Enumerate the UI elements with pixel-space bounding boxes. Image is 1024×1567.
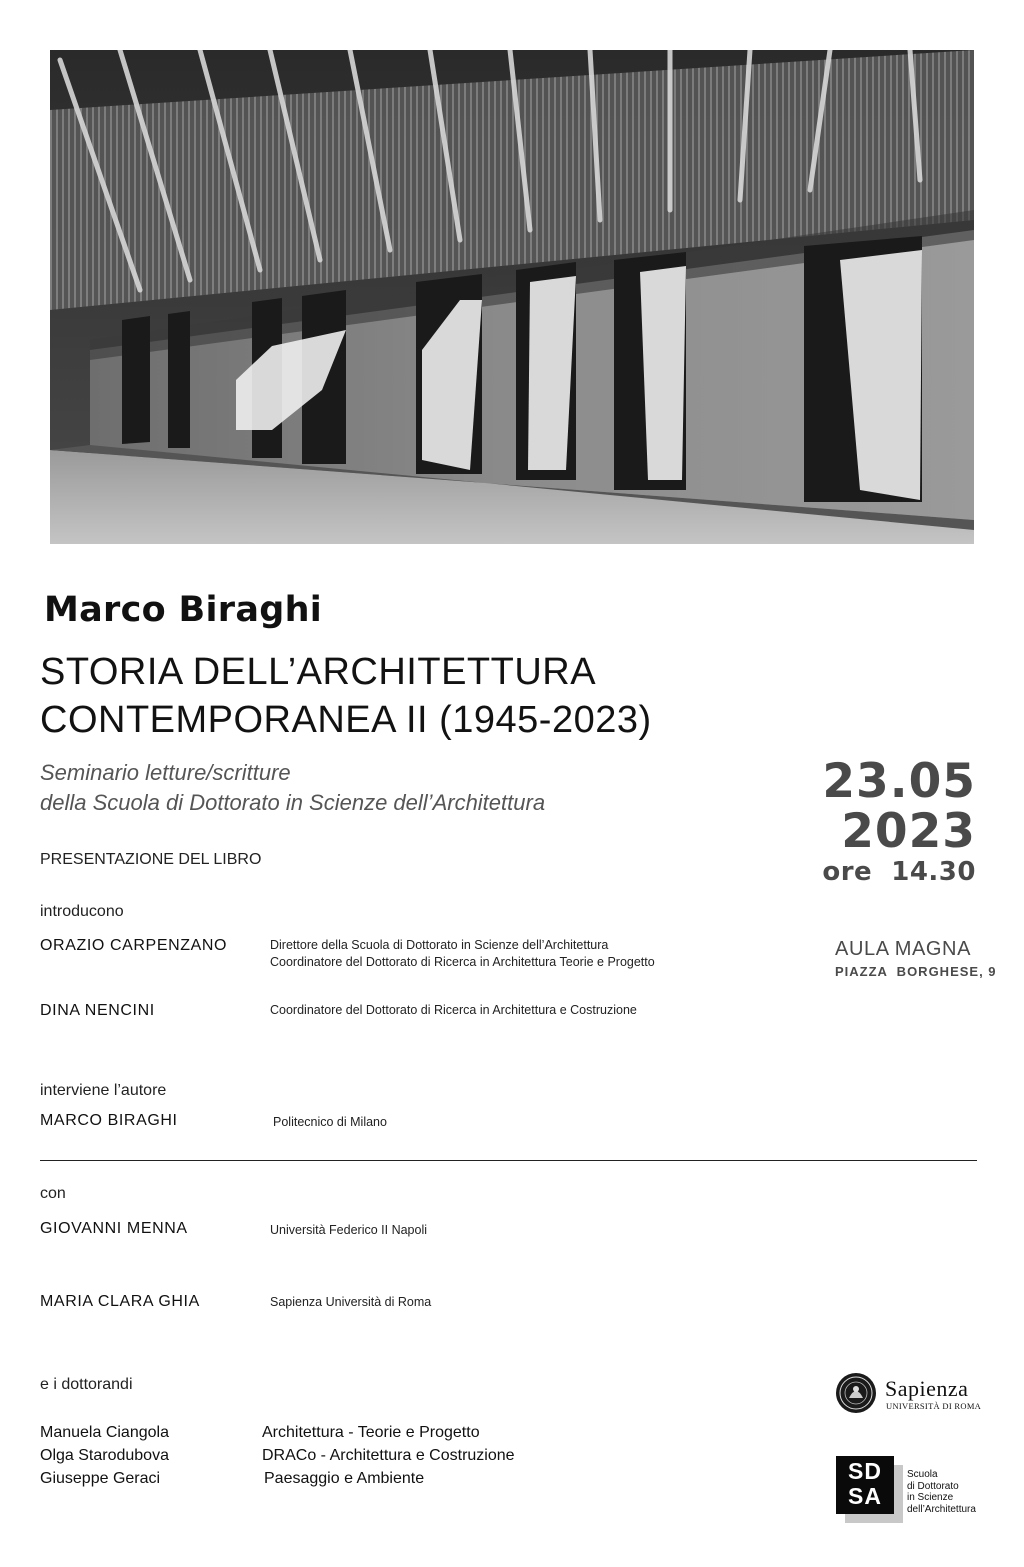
student-name: Olga Starodubova xyxy=(40,1447,169,1464)
discussant-name-menna: GIOVANNI MENNA xyxy=(40,1220,188,1237)
author-section-name: MARCO BIRAGHI xyxy=(40,1112,178,1129)
student-program: Paesaggio e Ambiente xyxy=(264,1470,425,1487)
doctoral-label: e i dottorandi xyxy=(40,1376,133,1393)
discussant-affiliation-menna: Università Federico II Napoli xyxy=(270,1223,428,1237)
sdsa-caption xyxy=(907,1469,976,1515)
speaker-name-carpenzano: ORAZIO CARPENZANO xyxy=(40,937,228,954)
sapienza-name: Sapienza xyxy=(885,1376,969,1401)
seminar-subtitle-line-1: Seminario letture/scritture xyxy=(40,760,291,785)
sdsa-logo xyxy=(836,1456,981,1526)
architecture-photo xyxy=(50,50,974,544)
sdsa-caption-line: Scuola xyxy=(907,1469,938,1480)
student-name: Manuela Ciangola xyxy=(40,1424,169,1441)
sdsa-mark-top: SD xyxy=(848,1458,882,1484)
speaker-role-line: Direttore della Scuola di Dottorato in Scienze dell’Architettura xyxy=(270,938,609,952)
event-date-block xyxy=(822,754,976,887)
speaker-role-line: Coordinatore del Dottorato di Ricerca in Architettura Teorie e Progetto xyxy=(270,955,655,969)
event-date-year: 2023 xyxy=(841,804,976,859)
student-name: Giuseppe Geraci xyxy=(40,1470,161,1487)
speaker-role-carpenzano xyxy=(270,937,655,971)
architecture-photo-icon xyxy=(50,50,974,544)
book-title-line-2: CONTEMPORANEA II (1945-2023) xyxy=(40,699,652,741)
doctoral-list xyxy=(40,1421,515,1490)
seminar-subtitle-line-2: della Scuola di Dottorato in Scienze dell’Architettura xyxy=(40,790,546,815)
sdsa-mark xyxy=(836,1456,894,1514)
sdsa-caption-line: in Scienze xyxy=(907,1492,954,1503)
sdsa-caption-line: di Dottorato xyxy=(907,1480,959,1492)
author-section-affiliation: Politecnico di Milano xyxy=(273,1115,387,1129)
introduce-label: introducono xyxy=(40,903,124,920)
seminar-subtitle xyxy=(40,758,545,818)
speaker-role-line: Coordinatore del Dottorato di Ricerca in Architettura e Costruzione xyxy=(270,1003,637,1017)
book-title-line-1: STORIA DELL’ARCHITETTURA xyxy=(40,651,597,693)
author-name: Marco Biraghi xyxy=(44,590,323,630)
discussant-affiliation-ghia: Sapienza Università di Roma xyxy=(270,1295,432,1309)
section-divider xyxy=(40,1160,977,1161)
sapienza-logo xyxy=(835,1372,980,1416)
book-title xyxy=(40,648,652,744)
student-program: Architettura - Teorie e Progetto xyxy=(262,1424,480,1441)
event-date-day: 23.05 xyxy=(822,754,976,809)
speaker-role-nencini xyxy=(270,1002,637,1019)
author-section-label: interviene l’autore xyxy=(40,1082,167,1099)
event-time: ore 14.30 xyxy=(822,857,976,887)
with-label: con xyxy=(40,1185,66,1202)
sdsa-caption-line: dell’Architettura xyxy=(907,1503,976,1515)
student-program: DRACo - Architettura e Costruzione xyxy=(262,1447,515,1464)
speaker-name-nencini: DINA NENCINI xyxy=(40,1002,155,1019)
list-item xyxy=(40,1444,515,1467)
venue-address: PIAZZA BORGHESE, 9 xyxy=(835,964,997,979)
list-item xyxy=(40,1421,515,1444)
venue-name: AULA MAGNA xyxy=(835,938,972,960)
sdsa-mark-bottom: SA xyxy=(848,1483,882,1509)
sapienza-seal-icon xyxy=(835,1372,877,1414)
list-item xyxy=(40,1467,515,1490)
presentation-label: PRESENTAZIONE DEL LIBRO xyxy=(40,851,262,868)
event-venue xyxy=(835,938,997,979)
sapienza-subtitle: UNIVERSITÀ DI ROMA xyxy=(886,1401,982,1411)
discussant-name-ghia: MARIA CLARA GHIA xyxy=(40,1293,200,1310)
